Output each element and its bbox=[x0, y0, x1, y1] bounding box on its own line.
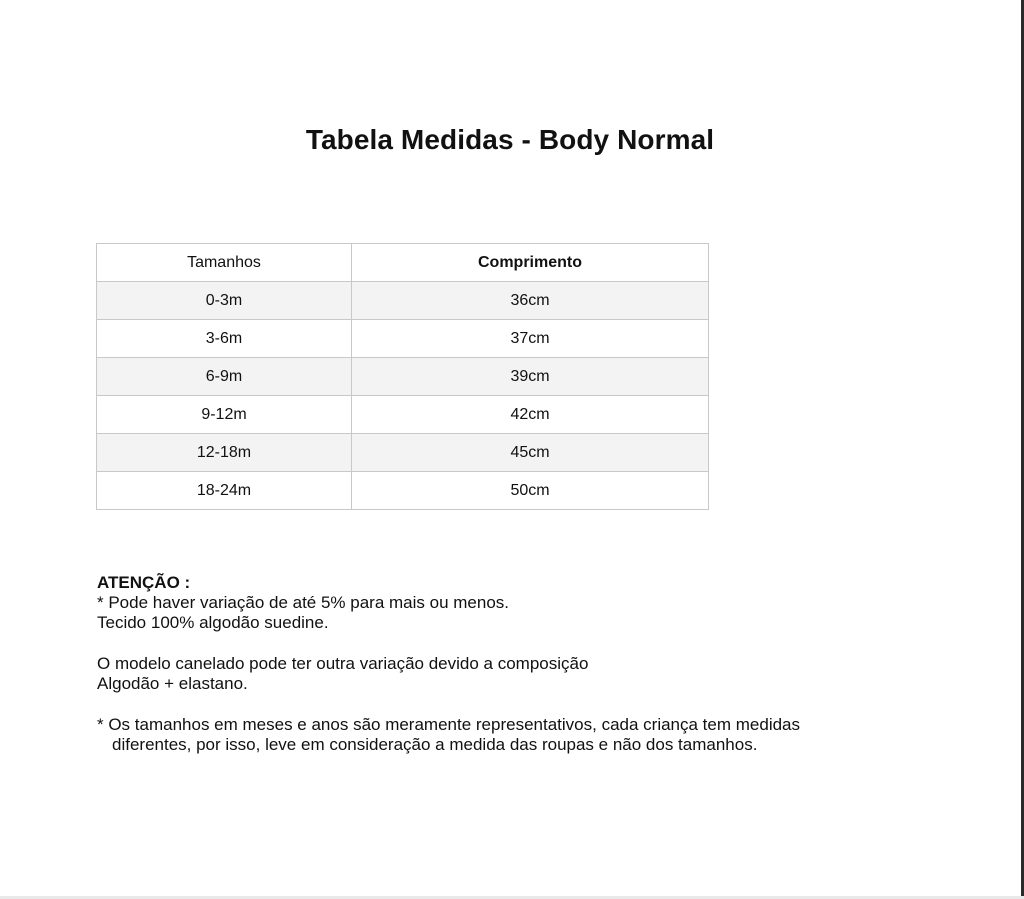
variation-note: * Pode haver variação de até 5% para mais ou menos. bbox=[97, 593, 510, 612]
table-row bbox=[97, 434, 709, 472]
cell-length: 50cm bbox=[352, 472, 709, 510]
table-row bbox=[97, 320, 709, 358]
cell-size: 18-24m bbox=[97, 472, 352, 510]
spacer bbox=[97, 694, 997, 715]
cell-length: 45cm bbox=[352, 434, 709, 472]
attention-notes bbox=[97, 573, 997, 755]
table-row bbox=[97, 282, 709, 320]
header-length: Comprimento bbox=[352, 244, 709, 282]
header-sizes: Tamanhos bbox=[97, 244, 352, 282]
spacer bbox=[97, 633, 997, 654]
cell-size: 12-18m bbox=[97, 434, 352, 472]
cell-size: 3-6m bbox=[97, 320, 352, 358]
cell-length: 42cm bbox=[352, 396, 709, 434]
cell-length: 36cm bbox=[352, 282, 709, 320]
composition-note: Algodão + elastano. bbox=[97, 674, 248, 693]
table-row bbox=[97, 472, 709, 510]
cell-size: 9-12m bbox=[97, 396, 352, 434]
table-row bbox=[97, 358, 709, 396]
size-table bbox=[96, 243, 709, 510]
fabric-note: Tecido 100% algodão suedine. bbox=[97, 613, 329, 632]
page-title: Tabela Medidas - Body Normal bbox=[305, 124, 715, 155]
sizes-disclaimer: * Os tamanhos em meses e anos são meramente representativos, cada criança tem medidas bbox=[97, 715, 801, 734]
cell-size: 6-9m bbox=[97, 358, 352, 396]
cell-length: 39cm bbox=[352, 358, 709, 396]
cell-size: 0-3m bbox=[97, 282, 352, 320]
table-row bbox=[97, 396, 709, 434]
table-header-row bbox=[97, 244, 709, 282]
sizes-disclaimer-continued: diferentes, por isso, leve em consideração a medida das roupas e não dos tamanhos. bbox=[112, 735, 758, 754]
attention-heading: ATENÇÃO : bbox=[97, 573, 191, 592]
cell-length: 37cm bbox=[352, 320, 709, 358]
ribbed-model-note: O modelo canelado pode ter outra variação devido a composição bbox=[97, 654, 589, 673]
